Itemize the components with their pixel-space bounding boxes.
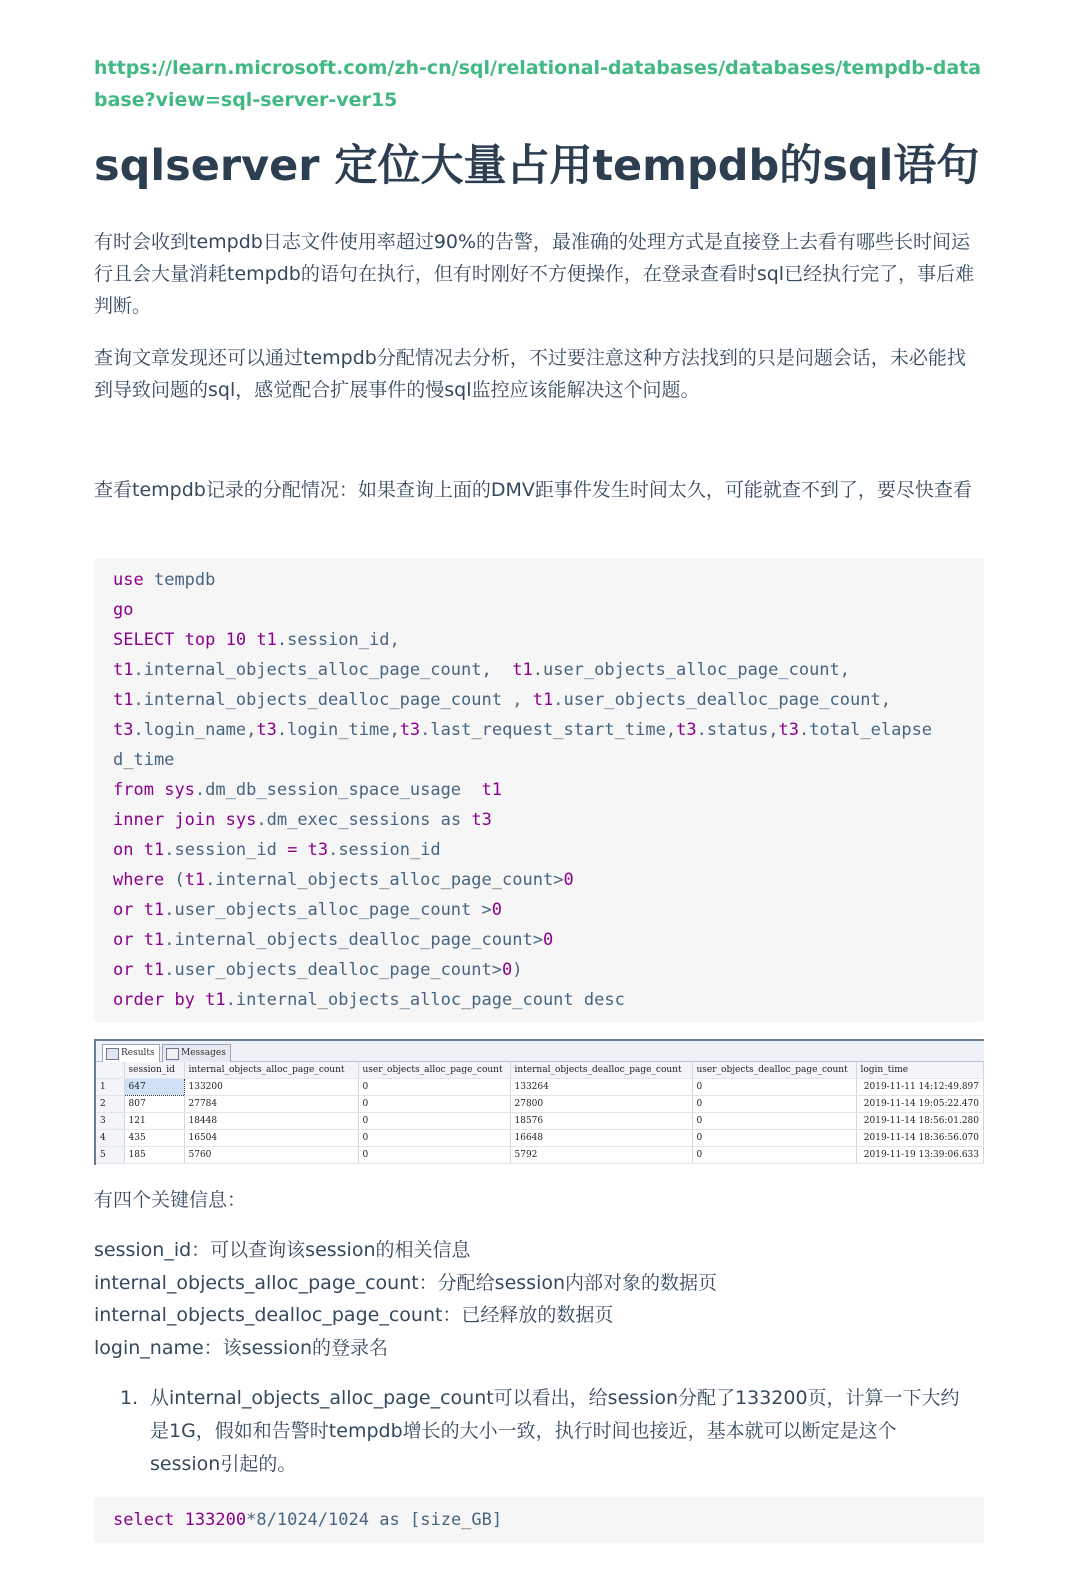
table-cell[interactable]: 5792 [510,1147,692,1164]
query-results-grid [94,1039,984,1165]
row-number-cell[interactable]: 4 [96,1130,124,1147]
code-line: t3.login_name,t3.login_time,t3.last_request_start_time,t3.status,t3.total_elapse [113,720,933,740]
column-header[interactable]: user_objects_dealloc_page_count [692,1062,856,1079]
table-row[interactable] [96,1096,984,1113]
table-cell[interactable]: 0 [358,1079,510,1096]
tab-results[interactable] [102,1044,160,1062]
column-header[interactable]: login_time [856,1062,984,1079]
key-info-item: session_id：可以查询该session的相关信息 [94,1239,471,1261]
tab-messages[interactable] [162,1044,231,1062]
page-title: sqlserver 定位大量占用tempdb的sql语句 [94,141,980,191]
intro-paragraph-2: 查询文章发现还可以通过tempdb分配情况去分析，不过要注意这种方法找到的只是问题会话，未必能找到导致问题的sql，感觉配合扩展事件的慢sql监控应该能解决这个问题。 [94,347,966,401]
key-info-item: internal_objects_alloc_page_count：分配给session内部对象的数据页 [94,1271,718,1294]
table-cell[interactable]: 18448 [184,1113,358,1130]
table-cell[interactable]: 2019-11-14 18:56:01.280 [856,1113,984,1130]
code-line: go [113,600,134,620]
row-number-cell[interactable]: 5 [96,1147,124,1164]
key-info-heading: 有四个关键信息： [94,1189,247,1211]
reference-link[interactable]: https://learn.microsoft.com/zh-cn/sql/relational-databases/databases/tempdb-database?view=sql-server-ver15 [94,57,982,111]
key-info-list [94,1234,984,1364]
table-cell[interactable]: 0 [692,1147,856,1164]
intro-paragraph-1: 有时会收到tempdb日志文件使用率超过90%的告警，最准确的处理方式是直接登上去看有哪些长时间运行且会大量消耗tempdb的语句在执行，但有时刚好不方便操作，在登录查看时sql已经执行完了，事后难判断。 [94,231,975,317]
row-number-cell[interactable]: 1 [96,1079,124,1096]
table-cell[interactable]: 5760 [184,1147,358,1164]
table-cell[interactable]: 0 [358,1147,510,1164]
sql-code-block [94,558,984,1022]
code-line: t1.internal_objects_dealloc_page_count , t1.user_objects_dealloc_page_count, [113,690,891,710]
table-cell[interactable]: 435 [124,1130,184,1147]
list-number: 1. [120,1387,139,1409]
ordered-list-item [120,1382,960,1481]
code-line: or t1.user_objects_alloc_page_count >0 [113,900,503,920]
table-row[interactable] [96,1079,984,1096]
code-line: or t1.internal_objects_dealloc_page_count>0 [113,930,554,950]
column-header[interactable]: internal_objects_alloc_page_count [184,1062,358,1079]
table-cell[interactable]: 18576 [510,1113,692,1130]
ordered-list [120,1382,960,1481]
tab-messages-label: Messages [181,1048,226,1058]
key-info-item: login_name：该session的登录名 [94,1336,388,1359]
code-line: inner join sys.dm_exec_sessions as t3 [113,810,492,830]
table-cell[interactable]: 0 [692,1096,856,1113]
code-line: order by t1.internal_objects_alloc_page_count desc [113,990,625,1010]
key-info-item: internal_objects_dealloc_page_count：已经释放的数据页 [94,1304,614,1326]
table-cell[interactable]: 2019-11-11 14:12:49.897 [856,1079,984,1096]
table-cell[interactable]: 807 [124,1096,184,1113]
table-cell[interactable]: 2019-11-14 19:05:22.470 [856,1096,984,1113]
code-line: use tempdb [113,570,216,590]
list-item-text: 从internal_objects_alloc_page_count可以看出，给session分配了133200页，计算一下大约是1G，假如和告警时tempdb增长的大小一致，执行时间也接近，基本就可以断定是这个session引起的。 [150,1387,960,1475]
table-cell[interactable]: 185 [124,1147,184,1164]
table-cell[interactable]: 2019-11-19 13:39:06.633 [856,1147,984,1164]
row-number-cell[interactable]: 3 [96,1113,124,1130]
section-intro-paragraph: 查看tempdb记录的分配情况：如果查询上面的DMV距事件发生时间太久，可能就查不到了，要尽快查看 [94,479,972,501]
table-cell[interactable]: 647 [124,1079,184,1096]
column-header[interactable]: session_id [124,1062,184,1079]
column-header[interactable]: user_objects_alloc_page_count [358,1062,510,1079]
code-line: select 133200*8/1024/1024 as [size_GB] [113,1510,503,1530]
table-cell[interactable]: 0 [358,1130,510,1147]
table-row[interactable] [96,1147,984,1164]
row-number-cell[interactable]: 2 [96,1096,124,1113]
table-row[interactable] [96,1130,984,1147]
table-cell[interactable]: 27800 [510,1096,692,1113]
messages-icon [166,1048,179,1060]
code-line: SELECT top 10 t1.session_id, [113,630,400,650]
table-cell[interactable]: 16504 [184,1130,358,1147]
table-cell[interactable]: 0 [692,1130,856,1147]
table-cell[interactable]: 0 [358,1096,510,1113]
table-row[interactable] [96,1113,984,1130]
code-line: where (t1.internal_objects_alloc_page_count>0 [113,870,574,890]
table-cell[interactable]: 0 [358,1113,510,1130]
results-tab-bar [96,1041,984,1062]
column-header[interactable]: internal_objects_dealloc_page_count [510,1062,692,1079]
code-line: d_time [113,750,175,770]
code-line: t1.internal_objects_alloc_page_count, t1.user_objects_alloc_page_count, [113,660,851,680]
code-line: on t1.session_id = t3.session_id [113,840,441,860]
table-cell[interactable]: 0 [692,1079,856,1096]
table-cell[interactable]: 27784 [184,1096,358,1113]
grid-icon [106,1048,119,1060]
code-line: from sys.dm_db_session_space_usage t1 [113,780,503,800]
table-cell[interactable]: 133200 [184,1079,358,1096]
results-header-row [96,1062,984,1079]
size-calc-code-block [94,1497,984,1543]
tab-results-label: Results [121,1048,155,1058]
row-number-header [96,1062,124,1079]
table-cell[interactable]: 0 [692,1113,856,1130]
code-line: or t1.user_objects_dealloc_page_count>0) [113,960,523,980]
table-cell[interactable]: 133264 [510,1079,692,1096]
table-cell[interactable]: 121 [124,1113,184,1130]
results-table [96,1062,984,1164]
table-cell[interactable]: 16648 [510,1130,692,1147]
table-cell[interactable]: 2019-11-14 18:36:56.070 [856,1130,984,1147]
